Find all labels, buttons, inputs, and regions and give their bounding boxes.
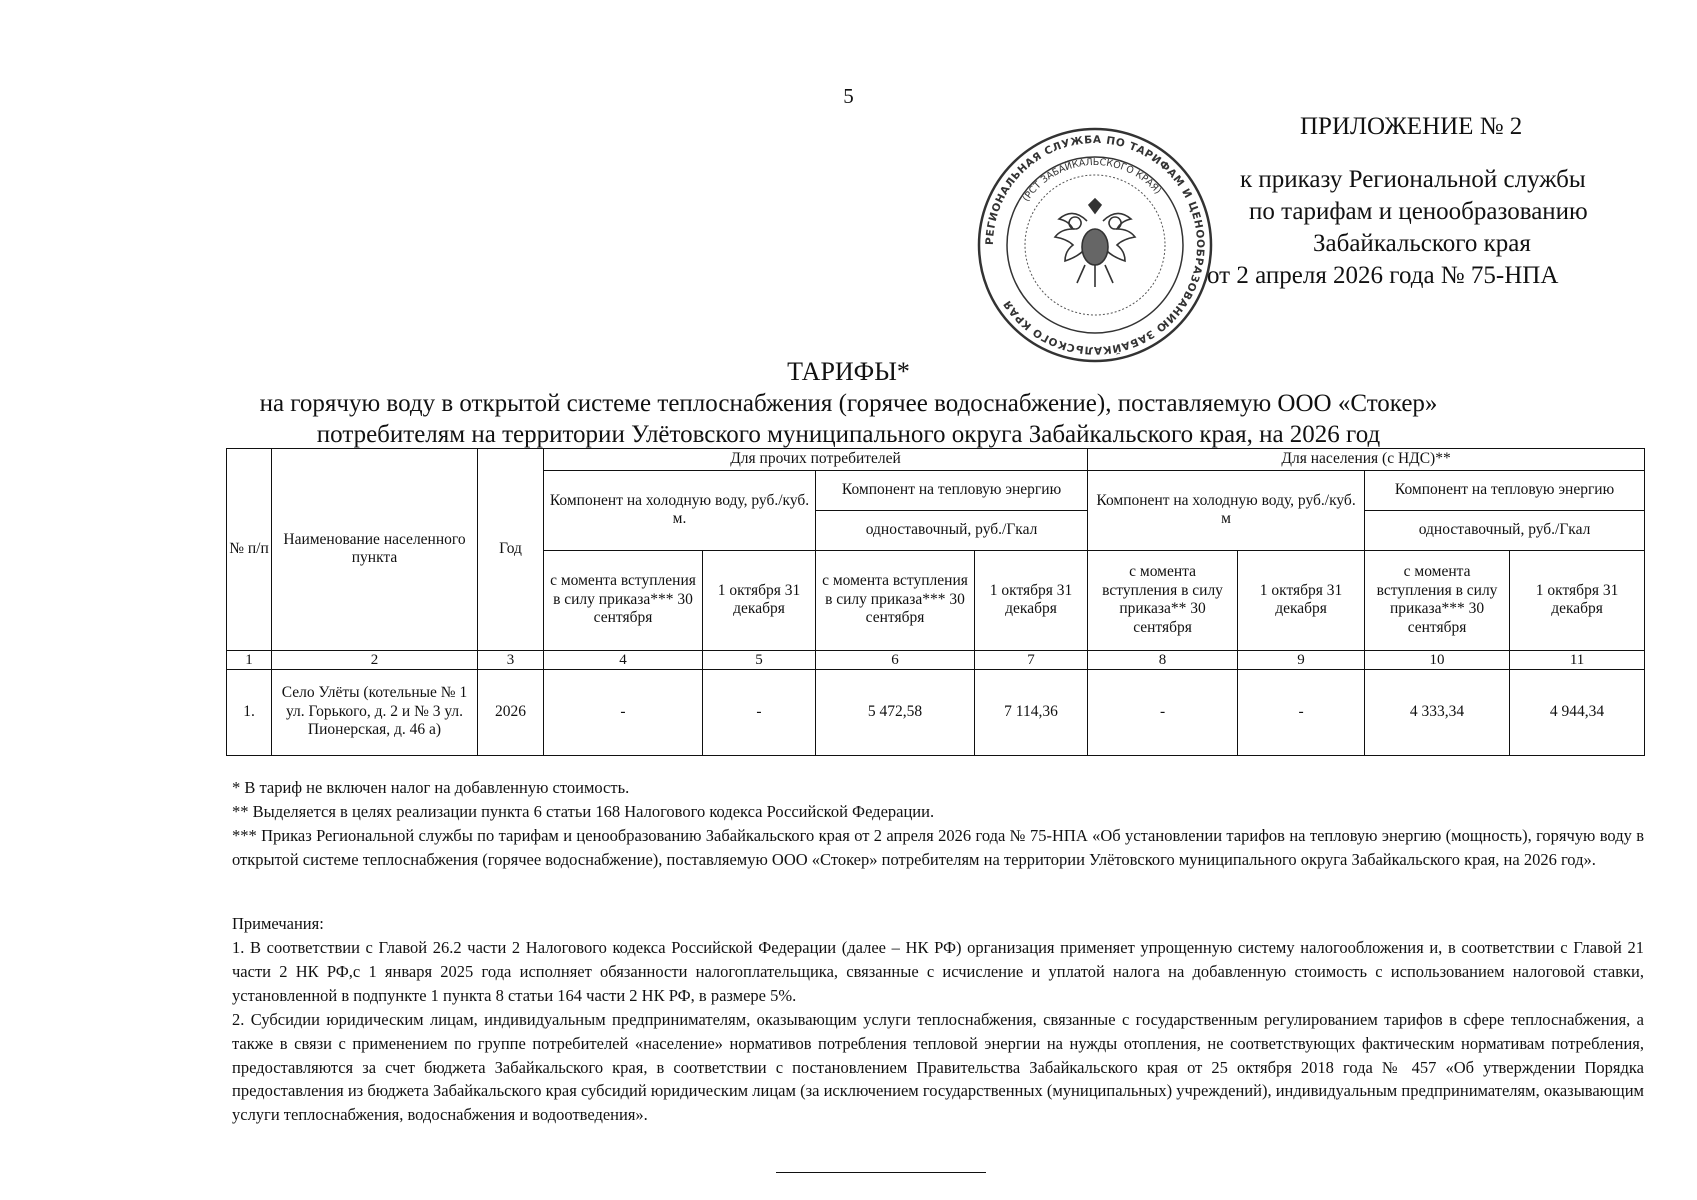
emblem-eagle-icon — [1055, 199, 1135, 287]
subtitle-line-2: потребителям на территории Улётовского муниципального округа Забайкальского края, на 2026 год — [316, 421, 1381, 448]
note-item-1: 1. В соответствии с Главой 26.2 части 2 Налогового кодекса Российской Федерации (далее – НК РФ) организация применяет упрощенную систему налогообложения и, в соответствии с Главой 21 части 2 НК РФ,с 1 января 2025 года исполняет обязанности налогоплательщика, связанные с исчисление и уплатой налога на добавленную стоимость с использованием налоговой ставки, установленной в подпункте 1 пункта 8 статьи 164 части 2 НК РФ, в размере 5%. — [232, 937, 1644, 1005]
row-value: 4 944,34 — [1510, 669, 1645, 755]
column-number: 2 — [272, 650, 478, 669]
column-number: 7 — [975, 650, 1088, 669]
order-line-3: Забайкальского края — [1313, 230, 1531, 257]
column-number: 10 — [1365, 650, 1510, 669]
row-value: - — [703, 669, 816, 755]
row-value: 4 333,34 — [1365, 669, 1510, 755]
row-value: - — [1238, 669, 1365, 755]
header-period-to: 1 октября 31 декабря — [703, 550, 816, 650]
header-heat-other: Компонент на тепловую энергию — [816, 470, 1088, 510]
header-period-from: с момента вступления в силу приказа*** 30 сентября — [1365, 550, 1510, 650]
header-single-rate-population: одноставочный, руб./Гкал — [1365, 510, 1645, 550]
stamp-text: РЕГИОНАЛЬНАЯ СЛУЖБА ПО ТАРИФАМ И ЦЕНООБРАЗОВАНИЮ ЗАБАЙКАЛЬСКОГО КРАЯ — [983, 133, 1207, 357]
row-value: 7 114,36 — [975, 669, 1088, 755]
notes-heading: Примечания: — [232, 914, 324, 933]
column-number: 1 — [227, 650, 272, 669]
row-value: - — [544, 669, 703, 755]
document-title: ТАРИФЫ* — [787, 357, 910, 386]
header-heat-population: Компонент на тепловую энергию — [1365, 470, 1645, 510]
footnotes — [232, 776, 1644, 872]
row-num: 1. — [227, 669, 272, 755]
row-value: 5 472,58 — [816, 669, 975, 755]
header-period-from: с момента вступления в силу приказа*** 30 сентября — [544, 550, 703, 650]
header-period-to: 1 октября 31 декабря — [1510, 550, 1645, 650]
notes-section — [232, 912, 1644, 1127]
column-number: 4 — [544, 650, 703, 669]
header-num: № п/п — [227, 449, 272, 651]
tariff-table — [226, 448, 1645, 756]
footnote-1: * В тариф не включен налог на добавленную стоимость. — [232, 778, 630, 797]
stamp-subtext: (РСТ ЗАБАЙКАЛЬСКОГО КРАЯ) — [1020, 156, 1164, 204]
note-item-2: 2. Субсидии юридическим лицам, индивидуальным предпринимателям, оказывающим услуги теплоснабжения, связанные с государственным регулированием тарифов в сфере теплоснабжения, а также в связи с применением по группе потребителей «население» нормативов потребления тепловой энергии на нужды отопления, не соответствующих фактическим нормативам потребления, предоставляются за счет бюджета Забайкальского края, в соответствии с постановлением Правительства Забайкальского края от 25 октября 2018 года № 457 «Об утверждении Порядка предоставления из бюджета Забайкальского края субсидий юридическим лицам (за исключением государственных (муниципальных) учреждений), индивидуальным предпринимателям, оказывающим услуги теплоснабжения, водоснабжения и водоотведения». — [232, 1009, 1644, 1125]
column-number: 8 — [1088, 650, 1238, 669]
order-line-2: по тарифам и ценообразованию — [1249, 198, 1588, 225]
header-settlement: Наименование населенного пункта — [272, 449, 478, 651]
column-number: 11 — [1510, 650, 1645, 669]
header-period-from: с момента вступления в силу приказа** 30 сентября — [1088, 550, 1238, 650]
header-period-from: с момента вступления в силу приказа*** 30 сентября — [816, 550, 975, 650]
order-line-1: к приказу Региональной службы — [1240, 166, 1586, 193]
header-group-population: Для населения (с НДС)** — [1088, 449, 1645, 471]
header-group-other: Для прочих потребителей — [544, 449, 1088, 471]
header-period-to: 1 октября 31 декабря — [975, 550, 1088, 650]
footnote-2: ** Выделяется в целях реализации пункта 6 статьи 168 Налогового кодекса Российской Федерации. — [232, 801, 935, 821]
svg-text:(РСТ ЗАБАЙКАЛЬСКОГО КРАЯ) — [1021, 157, 1163, 204]
column-number: 5 — [703, 650, 816, 669]
header-single-rate-other: одноставочный, руб./Гкал — [816, 510, 1088, 550]
table-row — [227, 669, 1645, 755]
column-number: 9 — [1238, 650, 1365, 669]
row-value: - — [1088, 669, 1238, 755]
row-year: 2026 — [478, 669, 544, 755]
header-year: Год — [478, 449, 544, 651]
header-cold-water-other: Компонент на холодную воду, руб./куб. м. — [544, 470, 816, 550]
appendix-title: ПРИЛОЖЕНИЕ № 2 — [1300, 113, 1523, 140]
order-line-4: от 2 апреля 2026 года № 75-НПА — [1207, 262, 1559, 289]
footer-divider — [776, 1172, 986, 1173]
page-number: 5 — [843, 84, 854, 108]
header-period-to: 1 октября 31 декабря — [1238, 550, 1365, 650]
row-settlement: Село Улёты (котельные № 1 ул. Горького, д. 2 и № 3 ул. Пионерская, д. 46 а) — [272, 669, 478, 755]
header-cold-water-population: Компонент на холодную воду, руб./куб. м — [1088, 470, 1365, 550]
column-number: 3 — [478, 650, 544, 669]
column-number: 6 — [816, 650, 975, 669]
footnote-3: *** Приказ Региональной службы по тарифам и ценообразованию Забайкальского края от 2 апреля 2026 года № 75-НПА «Об установлении тарифов на тепловую энергию (мощность), горячую воду в открытой системе теплоснабжения (горячее водоснабжение), поставляемую ООО «Стокер» потребителям на территории Улётовского муниципального округа Забайкальского края, на 2026 год». — [232, 825, 1644, 869]
official-stamp — [975, 125, 1215, 365]
subtitle-line-1: на горячую воду в открытой системе теплоснабжения (горячее водоснабжение), поставляемую ООО «Стокер» — [259, 390, 1438, 417]
